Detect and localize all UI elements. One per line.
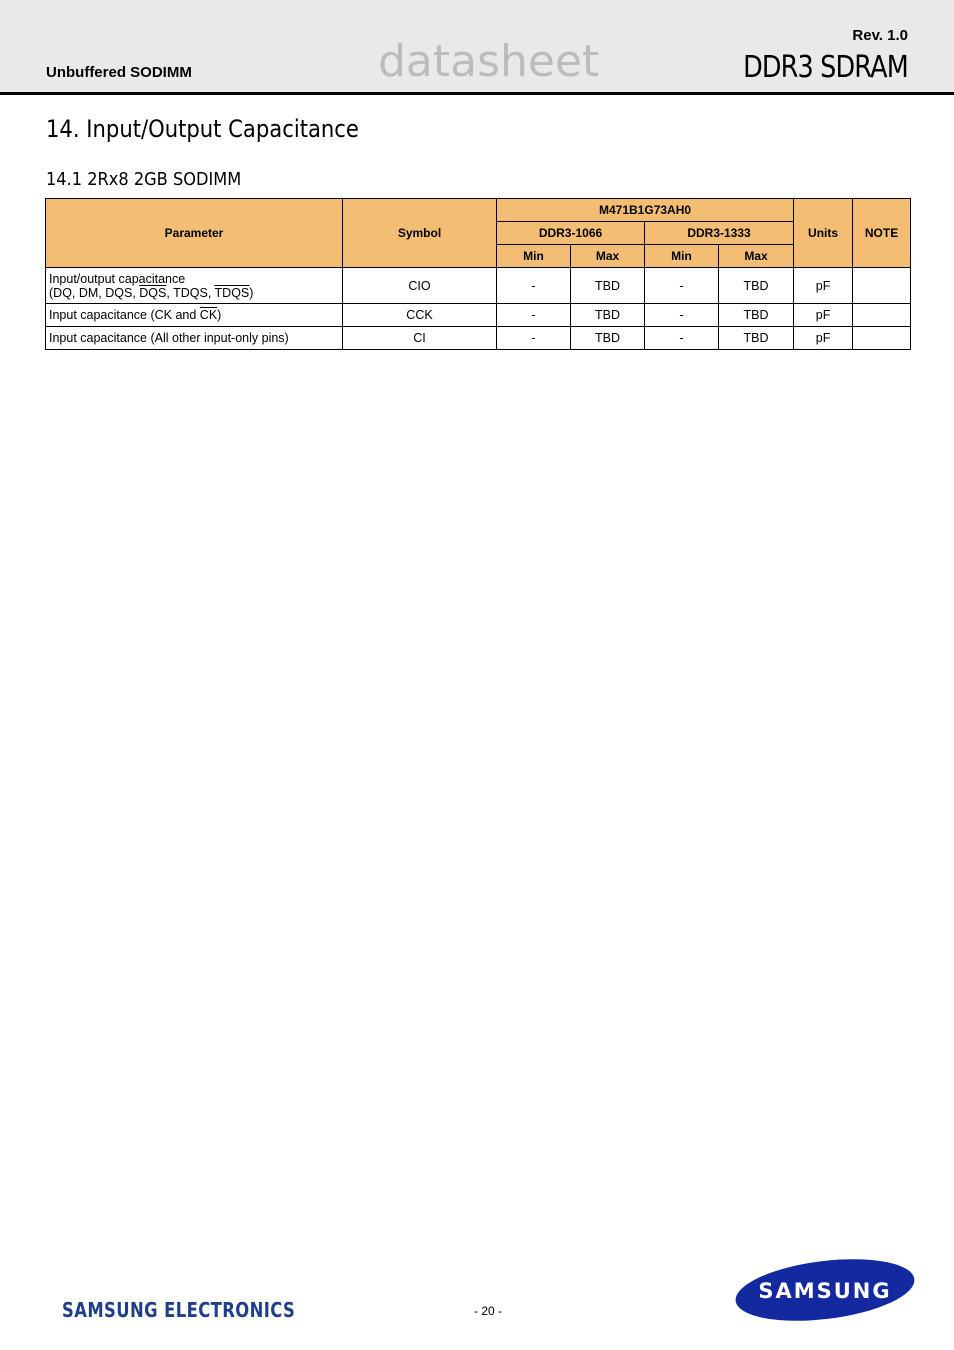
datasheet-watermark: datasheet <box>378 36 600 87</box>
value-cell: TBD <box>719 268 794 304</box>
samsung-logo-text: SAMSUNG <box>758 1279 892 1303</box>
symbol-cell: CI <box>343 327 497 350</box>
symbol-cell: CIO <box>343 268 497 304</box>
capacitance-table <box>45 198 911 350</box>
value-cell: - <box>497 327 571 350</box>
page-number: - 20 - <box>474 1304 503 1318</box>
header-units: Units <box>794 199 853 268</box>
value-cell: - <box>497 304 571 327</box>
header-note: NOTE <box>853 199 911 268</box>
value-cell: TBD <box>719 304 794 327</box>
note-cell <box>853 304 911 327</box>
parameter-cell: Input capacitance (CK and $\overline{CK}$) <box>46 304 343 327</box>
table-row <box>46 268 911 304</box>
units-cell: pF <box>794 268 853 304</box>
units-cell: pF <box>794 327 853 350</box>
product-title: DDR3 SDRAM <box>743 50 908 85</box>
revision-label: Rev. 1.0 <box>852 27 908 44</box>
header-speed-1333: DDR3-1333 <box>645 222 794 245</box>
samsung-logo <box>730 1256 920 1326</box>
value-cell: - <box>645 327 719 350</box>
symbol-cell: CCK <box>343 304 497 327</box>
header-parameter: Parameter <box>46 199 343 268</box>
page-header <box>0 0 954 95</box>
units-cell: pF <box>794 304 853 327</box>
footer-brand: SAMSUNG ELECTRONICS <box>62 1298 296 1322</box>
table-row <box>46 327 911 350</box>
parameter-cell: Input/output capacitance (DQ, DM, DQS, $\overline{DQS}$, TDQS, TDQS) <box>46 268 343 304</box>
value-cell: TBD <box>719 327 794 350</box>
value-cell: - <box>645 268 719 304</box>
value-cell: TBD <box>571 268 645 304</box>
samsung-logo-icon <box>730 1256 920 1326</box>
module-type-label: Unbuffered SODIMM <box>46 64 192 81</box>
table-row <box>46 304 911 327</box>
header-min: Min <box>497 245 571 268</box>
header-min: Min <box>645 245 719 268</box>
header-max: Max <box>719 245 794 268</box>
parameter-cell: Input capacitance (All other input-only pins) <box>46 327 343 350</box>
subsection-title: 14.1 2Rx8 2GB SODIMM <box>46 169 242 190</box>
header-part-number: M471B1G73AH0 <box>497 199 794 222</box>
value-cell: TBD <box>571 327 645 350</box>
value-cell: - <box>645 304 719 327</box>
note-cell <box>853 327 911 350</box>
header-symbol: Symbol <box>343 199 497 268</box>
value-cell: - <box>497 268 571 304</box>
header-speed-1066: DDR3-1066 <box>497 222 645 245</box>
note-cell <box>853 268 911 304</box>
value-cell: TBD <box>571 304 645 327</box>
section-title: 14. Input/Output Capacitance <box>46 115 359 143</box>
header-max: Max <box>571 245 645 268</box>
